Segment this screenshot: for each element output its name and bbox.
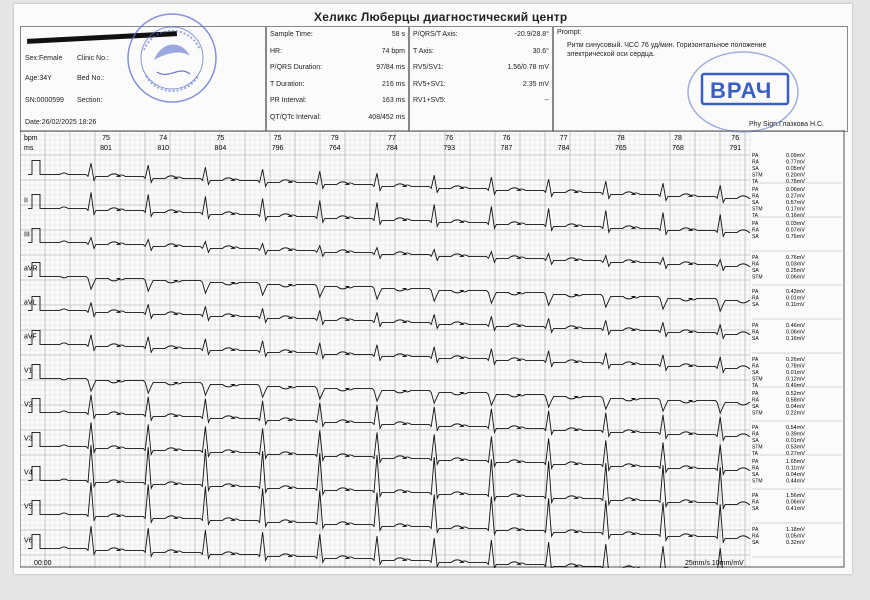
measurement-left-row bbox=[270, 48, 405, 55]
measurement-left-value: 74 bpm bbox=[381, 47, 405, 55]
wave-abbr: RA bbox=[752, 159, 759, 166]
wave-abbr: SA bbox=[752, 472, 759, 478]
lead-trace bbox=[28, 160, 750, 202]
side-value: 0.39mV bbox=[786, 431, 805, 438]
physician-signature: Phy Sign:Глазкова Н.С. bbox=[749, 121, 824, 128]
wave-abbr: PA bbox=[752, 323, 759, 329]
side-value: 0.44mV bbox=[786, 478, 805, 485]
wave-abbr: SA bbox=[752, 166, 759, 172]
lead-trace bbox=[28, 296, 750, 338]
side-value: 0.07mV bbox=[786, 227, 805, 234]
beat-ms: 784 bbox=[557, 145, 570, 152]
lead-label: aVL bbox=[24, 299, 37, 307]
beat-ms: 791 bbox=[729, 145, 742, 152]
lead-trace bbox=[28, 526, 750, 568]
measurement-left-value: 97/84 ms bbox=[376, 64, 405, 71]
beat-ms: 787 bbox=[500, 145, 513, 152]
wave-abbr: SA bbox=[752, 200, 759, 206]
wave-abbr: STM bbox=[752, 206, 763, 213]
side-value: 0.16mV bbox=[786, 213, 805, 219]
beat-bpm: 75 bbox=[273, 135, 282, 142]
measurement-right-value: 2.35 mV bbox=[522, 80, 549, 88]
side-value: 0.04mV bbox=[786, 472, 805, 478]
wave-abbr: SA bbox=[752, 404, 759, 410]
beat-bpm: 75 bbox=[102, 135, 110, 142]
grid-minor bbox=[20, 130, 750, 568]
wave-abbr: STM bbox=[752, 376, 763, 383]
wave-abbr: STM bbox=[752, 410, 763, 417]
lead-trace bbox=[28, 364, 750, 413]
measurement-left-label: QT/QTc Interval: bbox=[270, 113, 321, 121]
patient-sex: Sex:Female bbox=[25, 55, 63, 62]
measurements-left-panel bbox=[265, 26, 410, 132]
side-value: 1.56mV bbox=[786, 493, 805, 499]
measurement-right-row bbox=[413, 64, 549, 71]
patient-section: Section: bbox=[77, 97, 103, 104]
beat-bpm: 77 bbox=[388, 135, 396, 142]
wave-abbr: RA bbox=[752, 193, 759, 200]
beat-ms: 764 bbox=[328, 145, 341, 152]
beat-ms: 768 bbox=[672, 145, 684, 152]
side-value: 0.43mV bbox=[786, 289, 805, 295]
measurement-left-value: 58 s bbox=[391, 31, 405, 38]
wave-abbr: TA bbox=[752, 383, 759, 389]
measurement-right-value: -- bbox=[544, 97, 549, 104]
measurement-left-row bbox=[270, 114, 405, 121]
wave-abbr: SA bbox=[752, 234, 759, 240]
wave-abbr: RA bbox=[752, 499, 759, 506]
side-value: 0.46mV bbox=[786, 323, 805, 329]
wave-abbr: PA bbox=[752, 153, 759, 159]
beat-bpm: 78 bbox=[674, 135, 682, 142]
side-value: 0.16mV bbox=[786, 336, 805, 342]
beat-ms: 796 bbox=[271, 145, 284, 152]
wave-abbr: STM bbox=[752, 274, 763, 281]
wave-abbr: PA bbox=[752, 425, 759, 431]
wave-abbr: RA bbox=[752, 227, 759, 234]
lead-trace bbox=[28, 330, 750, 372]
lead-label: V5 bbox=[24, 503, 33, 511]
measurement-right-label: RV5+SV1: bbox=[413, 80, 446, 88]
measurement-right-row bbox=[413, 97, 549, 104]
ecg-chart bbox=[20, 130, 846, 568]
footer-time: 00:00 bbox=[34, 560, 52, 567]
side-value: 0.58mV bbox=[786, 397, 805, 404]
lead-label: V6 bbox=[24, 537, 33, 545]
measurement-right-label: P/QRS/T Axis: bbox=[413, 31, 458, 38]
measurement-left-value: 216 ms bbox=[382, 80, 405, 88]
side-value: 0.03mV bbox=[786, 261, 805, 268]
wave-abbr: SA bbox=[752, 370, 759, 376]
lead-label: aVR bbox=[24, 265, 38, 273]
measurement-left-label: T Duration: bbox=[270, 80, 305, 88]
lead-label: III bbox=[24, 231, 30, 239]
doctor-stamp-text: ВРАЧ bbox=[710, 78, 773, 103]
patient-clinic: Clinic No.: bbox=[77, 55, 109, 62]
measurement-left-row bbox=[270, 97, 405, 104]
measurement-right-label: RV5/SV1: bbox=[413, 64, 444, 71]
wave-abbr: SA bbox=[752, 438, 759, 444]
side-value: 0.06mV bbox=[786, 274, 805, 281]
beat-bpm: 77 bbox=[559, 135, 568, 142]
wave-abbr: PA bbox=[752, 221, 759, 227]
side-value: 0.78mV bbox=[786, 179, 805, 185]
report-title: Хеликс Люберцы диагностический центр bbox=[314, 10, 568, 24]
bpm-label: bpm bbox=[24, 135, 38, 142]
lead-trace bbox=[28, 445, 750, 508]
measurement-right-row bbox=[413, 48, 549, 55]
measurement-left-label: Sample Time: bbox=[270, 31, 313, 38]
beat-bpm: 78 bbox=[616, 135, 625, 142]
beat-bpm: 74 bbox=[159, 135, 168, 142]
measurement-left-label: HR: bbox=[270, 47, 283, 55]
side-value: 0.54mV bbox=[786, 425, 805, 431]
beat-ms: 793 bbox=[443, 145, 456, 152]
measurement-right-value: 1.56/0.78 mV bbox=[507, 64, 549, 71]
wave-abbr: RA bbox=[752, 465, 759, 472]
exam-date: Date:26/02/2025 18:26 bbox=[25, 119, 97, 126]
side-value: 0.11mV bbox=[786, 465, 805, 472]
measurement-right-value: -20.9/28.8° bbox=[514, 31, 549, 38]
ecg-report-sheet bbox=[14, 4, 852, 574]
lead-trace bbox=[28, 395, 750, 441]
wave-abbr: RA bbox=[752, 363, 759, 370]
patient-age: Age:34Y bbox=[25, 75, 52, 82]
lead-label: aVF bbox=[24, 333, 37, 341]
wave-abbr: SA bbox=[752, 540, 759, 546]
beat-bpm: 79 bbox=[330, 135, 339, 142]
measurement-left-row bbox=[270, 64, 405, 71]
side-value: 0.11mV bbox=[786, 302, 805, 308]
side-value: 0.05mV bbox=[786, 533, 805, 540]
lead-label: II bbox=[24, 197, 28, 205]
wave-abbr: SA bbox=[752, 268, 759, 274]
prompt-label: Prompt: bbox=[557, 29, 582, 36]
beat-bpm: 75 bbox=[216, 135, 225, 142]
side-value: 0.04mV bbox=[786, 404, 805, 410]
wave-abbr: SA bbox=[752, 506, 759, 512]
wave-abbr: STM bbox=[752, 478, 763, 485]
side-value: 0.78mV bbox=[786, 363, 805, 370]
measurement-left-value: 408/452 ms bbox=[368, 113, 405, 121]
beat-ms: 804 bbox=[214, 145, 227, 152]
wave-abbr: RA bbox=[752, 533, 759, 540]
beat-ms: 801 bbox=[100, 145, 112, 152]
side-value: 0.01mV bbox=[786, 370, 805, 376]
wave-abbr: PA bbox=[752, 391, 759, 397]
wave-abbr: PA bbox=[752, 187, 759, 193]
side-value: 0.41mV bbox=[786, 506, 805, 512]
side-value: 0.53mV bbox=[786, 444, 805, 451]
side-value: 0.12mV bbox=[786, 376, 805, 383]
beat-ms: 810 bbox=[157, 145, 170, 152]
lead-trace bbox=[28, 262, 750, 311]
footer-speed: 25mm/s 10mm/mV bbox=[685, 560, 744, 567]
wave-abbr: PA bbox=[752, 527, 759, 533]
wave-abbr: SA bbox=[752, 302, 759, 308]
side-value: 0.09mV bbox=[786, 153, 805, 159]
wave-abbr: RA bbox=[752, 397, 759, 404]
side-value: 0.76mV bbox=[786, 255, 805, 261]
side-value: 0.77mV bbox=[786, 159, 805, 166]
lead-label: V3 bbox=[24, 435, 33, 443]
wave-abbr: PA bbox=[752, 357, 759, 363]
measurement-right-label: T Axis: bbox=[413, 47, 434, 55]
wave-abbr: RA bbox=[752, 295, 759, 302]
wave-abbr: PA bbox=[752, 493, 759, 499]
lead-trace bbox=[28, 228, 750, 270]
side-value: 0.27mV bbox=[786, 451, 805, 457]
wave-abbr: PA bbox=[752, 289, 759, 295]
lead-trace bbox=[28, 482, 750, 542]
measurement-left-label: PR Interval: bbox=[270, 97, 307, 104]
side-value: 0.52mV bbox=[786, 391, 805, 397]
wave-abbr: RA bbox=[752, 431, 759, 438]
side-value: 0.76mV bbox=[786, 234, 805, 240]
patient-sn: SN:0000599 bbox=[25, 97, 64, 104]
side-value: 0.27mV bbox=[786, 193, 805, 200]
side-value: 0.22mV bbox=[786, 410, 805, 417]
side-value: 0.49mV bbox=[786, 383, 805, 389]
measurement-left-label: P/QRS Duration: bbox=[270, 64, 323, 71]
wave-abbr: TA bbox=[752, 213, 759, 219]
beat-bpm: 76 bbox=[445, 135, 454, 142]
ms-label: ms bbox=[24, 145, 34, 152]
wave-abbr: STM bbox=[752, 172, 763, 179]
beat-ms: 784 bbox=[386, 145, 398, 152]
side-value: 0.05mV bbox=[786, 166, 805, 172]
prompt-text: Ритм синусовый. ЧСС 76 уд/мин. Горизонтальное положение электрической оси сердца. bbox=[567, 42, 767, 58]
wave-abbr: RA bbox=[752, 261, 759, 268]
ecg-frame bbox=[20, 130, 844, 567]
side-value: 0.32mV bbox=[786, 540, 805, 546]
side-value: 0.06mV bbox=[786, 187, 805, 193]
wave-abbr: STM bbox=[752, 444, 763, 451]
side-value: 1.65mV bbox=[786, 459, 805, 465]
clinic-seal bbox=[124, 10, 220, 106]
measurement-right-row bbox=[413, 81, 549, 88]
lead-label: V1 bbox=[24, 367, 33, 375]
patient-bed: Bed No.: bbox=[77, 75, 105, 82]
side-value: 0.01mV bbox=[786, 295, 805, 302]
measurements-right-panel bbox=[408, 26, 554, 132]
measurement-right-label: RV1+SV5: bbox=[413, 97, 446, 104]
wave-abbr: RA bbox=[752, 329, 759, 336]
lead-label: V2 bbox=[24, 401, 33, 409]
side-value: 0.20mV bbox=[786, 172, 805, 179]
side-value: 0.06mV bbox=[786, 329, 805, 336]
wave-abbr: TA bbox=[752, 451, 759, 457]
measurement-left-row bbox=[270, 81, 405, 88]
beat-bpm: 76 bbox=[731, 135, 740, 142]
side-value: 0.06mV bbox=[786, 499, 805, 506]
measurement-right-row bbox=[413, 31, 549, 38]
wave-abbr: PA bbox=[752, 459, 759, 465]
wave-abbr: TA bbox=[752, 179, 759, 185]
measurement-right-value: 30.6° bbox=[532, 47, 549, 55]
side-value: 0.26mV bbox=[786, 357, 805, 363]
measurement-left-value: 163 ms bbox=[382, 97, 405, 104]
side-value: 1.18mV bbox=[786, 527, 805, 533]
lead-label: V4 bbox=[24, 469, 33, 477]
beat-bpm: 76 bbox=[502, 135, 511, 142]
side-value: 0.03mV bbox=[786, 221, 805, 227]
wave-abbr: SA bbox=[752, 336, 759, 342]
beat-ms: 765 bbox=[614, 145, 627, 152]
side-value: 0.01mV bbox=[786, 438, 805, 444]
side-value: 0.57mV bbox=[786, 200, 805, 206]
wave-abbr: PA bbox=[752, 255, 759, 261]
measurement-left-row bbox=[270, 31, 405, 38]
side-value: 0.17mV bbox=[786, 206, 805, 213]
side-value: 0.25mV bbox=[786, 268, 805, 274]
